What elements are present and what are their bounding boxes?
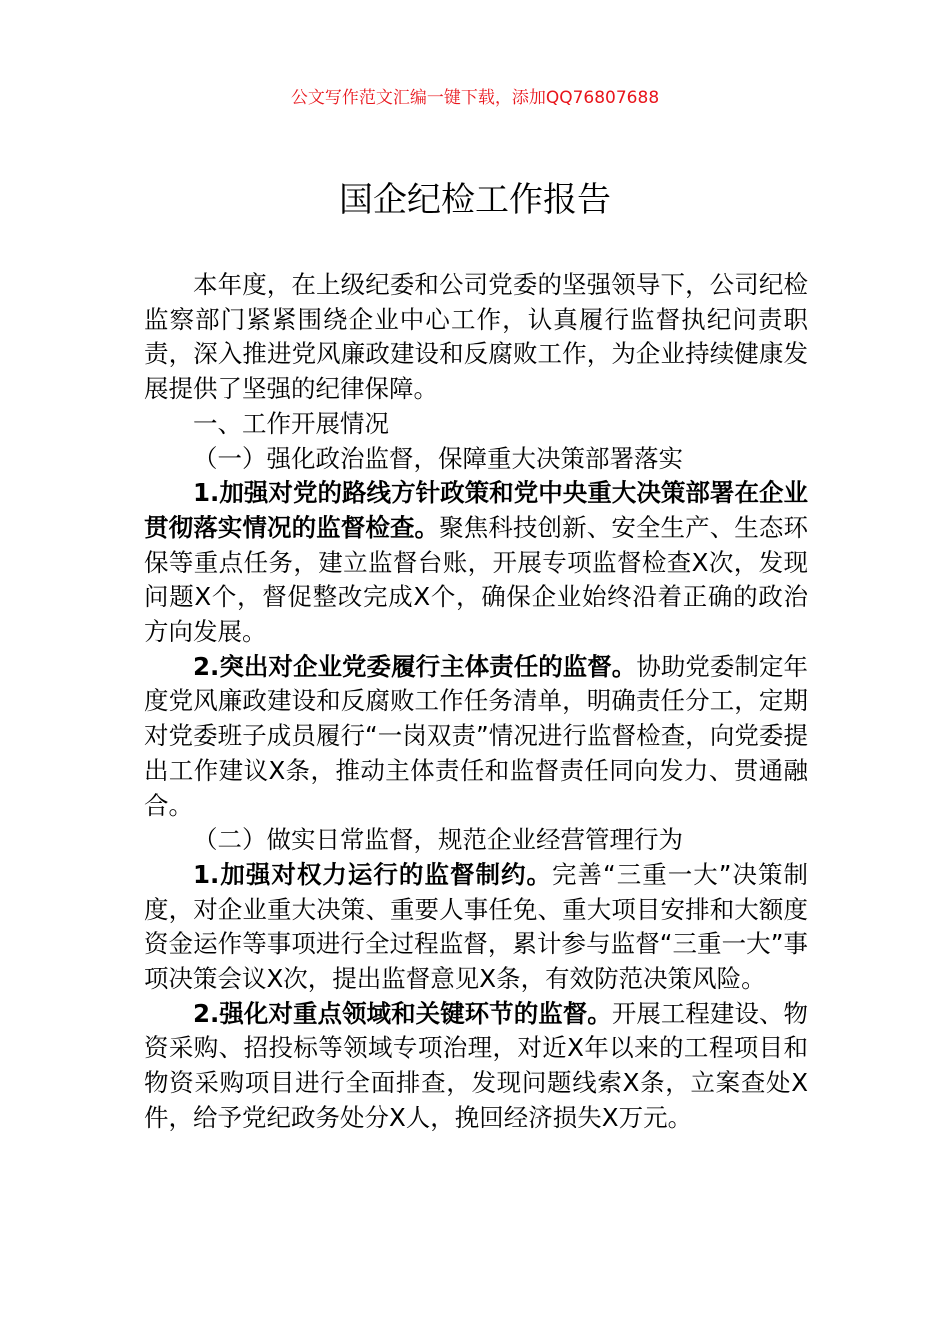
section-heading-1: 一、工作开展情况	[193, 408, 389, 438]
item-lead-2-1: 1.加强对权力运行的监督制约。	[193, 859, 552, 889]
item-lead-2-2: 2.强化对重点领域和关键环节的监督。	[193, 998, 612, 1028]
item-text-2-2: 开展工程建设、物资采购、招投标等领域专项治理，对近X年以来的工程项目和物资采购项目进行全面排查，发现问题线索X条，立案查处X件，给予党纪政务处分X人，挽回经济损失X万元。	[144, 998, 808, 1132]
item-lead-1-2: 2.突出对企业党委履行主体责任的监督。	[193, 651, 637, 681]
item-text-1-1: 聚焦科技创新、安全生产、生态环保等重点任务，建立监督台账，开展专项监督检查X次，发现问题X个，督促整改完成X个，确保企业始终沿着正确的政治方向发展。	[144, 512, 809, 647]
item-paragraph-1-1	[144, 476, 808, 650]
item-paragraph-2-2	[144, 997, 808, 1136]
item-paragraph-1-2	[144, 650, 808, 824]
item-text-1-2: 协助党委制定年度党风廉政建设和反腐败工作任务清单，明确责任分工，定期对党委班子成员履行“一岗双责”情况进行监督检查，向党委提出工作建议X条，推动主体责任和监督责任同向发力、贯通融合。	[144, 651, 809, 820]
download-promo-header: 公文写作范文汇编一键下载，添加QQ76807688	[290, 88, 660, 108]
document-title: 国企纪检工作报告	[339, 180, 611, 220]
item-lead-1-1: 1.加强对党的路线方针政策和党中央重大决策部署在企业贯彻落实情况的监督检查。	[144, 478, 808, 542]
item-text-2-1: 完善“三重一大”决策制度，对企业重大决策、重要人事任免、重大项目安排和大额度资金运作等事项进行全过程监督，累计参与监督“三重一大”事项决策会议X次，提出监督意见X条，有效防范决策风险。	[144, 859, 808, 994]
intro-paragraph: 本年度，在上级纪委和公司党委的坚强领导下，公司纪检监察部门紧紧围绕企业中心工作，认真履行监督执纪问责职责，深入推进党风廉政建设和反腐败工作，为企业持续健康发展提供了坚强的纪律保障。	[144, 270, 808, 404]
subsection-heading-2: （二）做实日常监督，规范企业经营管理行为	[193, 825, 683, 855]
item-paragraph-2-1	[144, 858, 808, 997]
document-body	[144, 268, 808, 1136]
subsection-heading-1: （一）强化政治监督，保障重大决策部署落实	[193, 443, 683, 473]
